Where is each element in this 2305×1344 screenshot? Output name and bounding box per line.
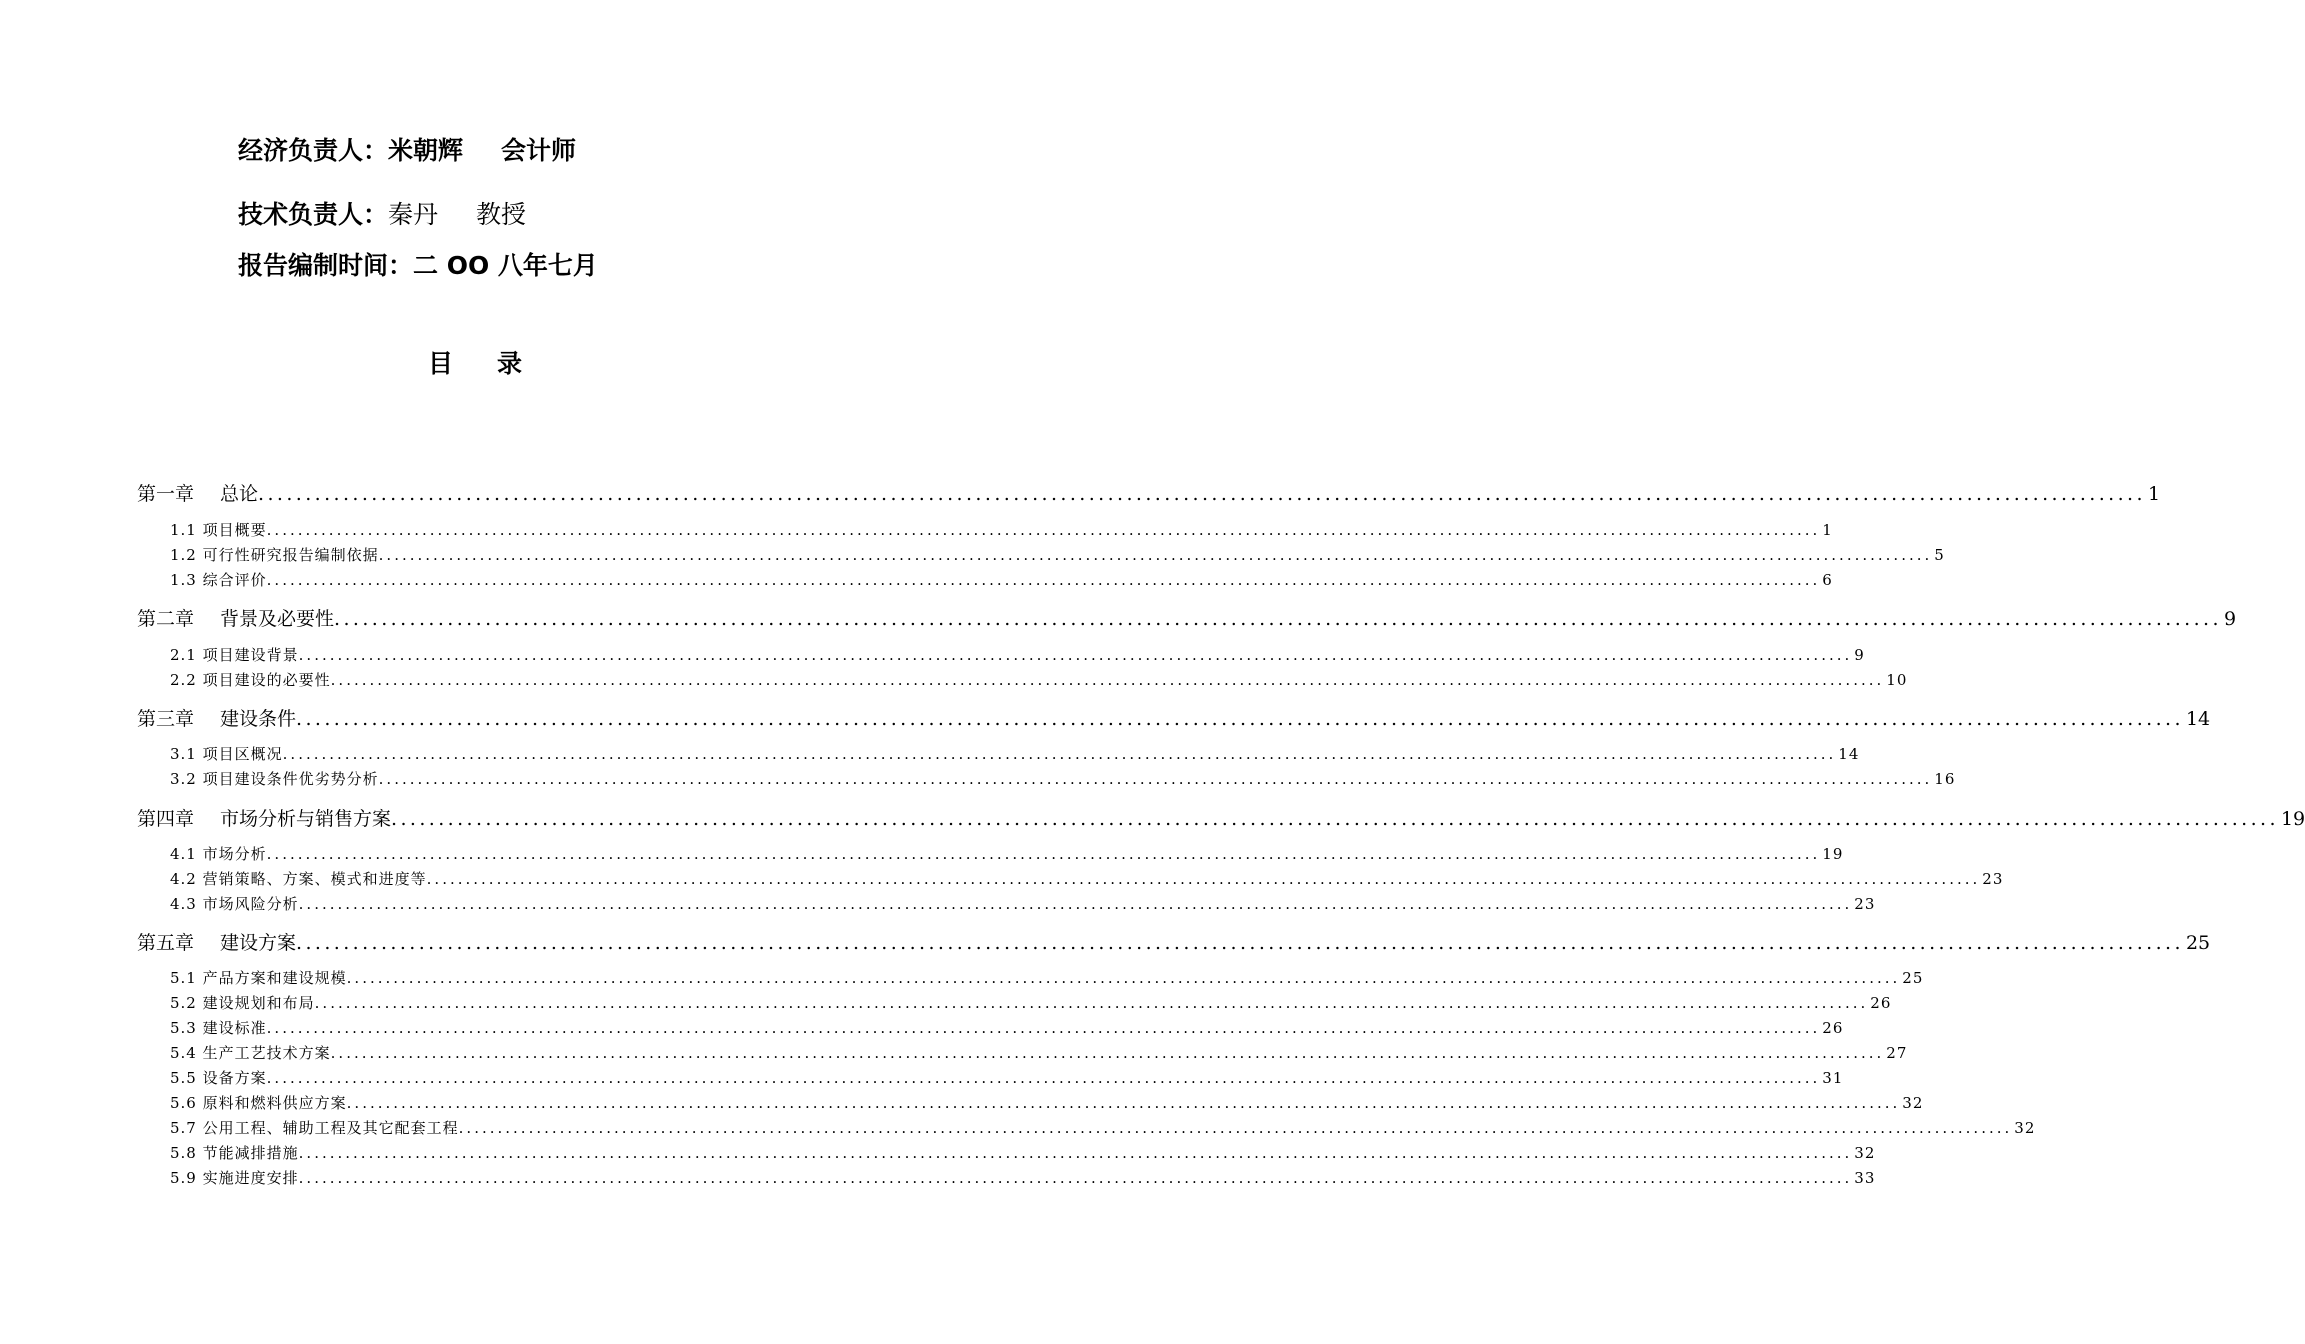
toc-chapter-row[interactable] (137, 606, 2237, 632)
toc-section-title: 项目建设背景 (202, 646, 299, 664)
toc-dot-leader: ........................................................................................................................................................................................................ (378, 770, 1933, 788)
toc-section-number: 4.1 (170, 845, 197, 863)
toc-entry-label (170, 519, 267, 541)
toc-section-number: 1.3 (170, 571, 197, 589)
toc-page-number: 16 (1934, 770, 1956, 788)
toc-section-title: 综合评价 (202, 571, 267, 589)
toc-section-number: 5.6 (170, 1094, 197, 1112)
toc-section-number: 5.2 (170, 994, 197, 1012)
toc-entry-label (170, 1017, 267, 1039)
toc-entry-label (170, 1042, 331, 1064)
toc-entry-label (170, 544, 379, 566)
toc-dot-leader: ........................................................................................................................................................................................................ (330, 1044, 1885, 1062)
toc-page-number: 27 (1886, 1044, 1908, 1062)
toc-dot-leader: ........................................................................................................................................................................................................ (458, 1119, 2013, 1137)
toc-section-row[interactable] (170, 893, 1876, 915)
toc-section-row[interactable] (170, 1117, 2036, 1139)
toc-page-number: 23 (1854, 895, 1876, 913)
toc-entry-label (170, 868, 427, 890)
toc-section-number: 5.1 (170, 969, 197, 987)
toc-section-row[interactable] (170, 1017, 1844, 1039)
toc-chapter-number: 第一章 (137, 483, 195, 505)
toc-section-number: 5.4 (170, 1044, 197, 1062)
toc-page-number: 14 (1838, 745, 1860, 763)
toc-title-part1: 目 (427, 349, 453, 378)
economic-responsible-name: 米朝辉 (388, 136, 464, 165)
toc-chapter-row[interactable] (137, 706, 2211, 732)
toc-entry-label (170, 569, 267, 591)
toc-entry-label (170, 1167, 299, 1189)
toc-dot-leader: ........................................................................................................................................................................................................ (282, 745, 1837, 763)
toc-section-number: 2.1 (170, 646, 197, 664)
toc-dot-leader: ........................................................................................................................................................................................................ (298, 895, 1853, 913)
toc-page-number: 25 (1902, 969, 1924, 987)
toc-chapter-row[interactable] (137, 930, 2211, 956)
toc-section-row[interactable] (170, 843, 1844, 865)
toc-section-title: 市场风险分析 (202, 895, 299, 913)
toc-section-title: 项目建设条件优劣势分析 (202, 770, 379, 788)
toc-section-number: 3.2 (170, 770, 197, 788)
toc-page-number: 32 (2014, 1119, 2036, 1137)
toc-dot-leader: ........................................................................................................................................................................................................ (266, 1019, 1821, 1037)
toc-entry-label (170, 1142, 299, 1164)
toc-section-title: 原料和燃料供应方案 (202, 1094, 347, 1112)
toc-section-title: 节能减排措施 (202, 1144, 299, 1162)
toc-page-number: 10 (1886, 671, 1908, 689)
toc-page-number: 1 (1822, 521, 1833, 539)
toc-section-title: 实施进度安排 (202, 1169, 299, 1187)
toc-entry-label (170, 992, 315, 1014)
toc-page-number: 26 (1822, 1019, 1844, 1037)
toc-section-number: 4.3 (170, 895, 197, 913)
toc-entry-label (137, 706, 296, 732)
toc-entry-label (137, 606, 334, 632)
technical-responsible-title: 教授 (476, 200, 527, 229)
toc-entry-label (137, 806, 391, 832)
toc-dot-leader: ........................................................................................................................................................................................................ (266, 571, 1821, 589)
toc-chapter-title: 背景及必要性 (220, 608, 335, 630)
toc-section-row[interactable] (170, 1167, 1876, 1189)
toc-section-number: 5.3 (170, 1019, 197, 1037)
toc-page-number: 6 (1822, 571, 1833, 589)
toc-dot-leader: ........................................................................................................................................................................................................ (426, 870, 1981, 888)
toc-page-number: 19 (1822, 845, 1844, 863)
toc-dot-leader: ........................................................................................................................................................................................................ (391, 808, 2279, 830)
toc-entry-label (170, 967, 347, 989)
toc-section-row[interactable] (170, 1092, 1924, 1114)
toc-dot-leader: ........................................................................................................................................................................................................ (266, 845, 1821, 863)
toc-page-number: 32 (1854, 1144, 1876, 1162)
toc-entry-label (170, 743, 283, 765)
economic-responsible-line (238, 136, 576, 166)
toc-section-row[interactable] (170, 519, 1833, 541)
toc-chapter-number: 第四章 (137, 808, 195, 830)
toc-entry-label (170, 893, 299, 915)
toc-chapter-number: 第三章 (137, 708, 195, 730)
toc-dot-leader: ........................................................................................................................................................................................................ (378, 546, 1933, 564)
toc-section-title: 项目区概况 (202, 745, 283, 763)
toc-section-title: 生产工艺技术方案 (202, 1044, 331, 1062)
toc-page-number: 9 (2223, 608, 2237, 630)
toc-chapter-title: 市场分析与销售方案 (220, 808, 392, 830)
toc-section-number: 3.1 (170, 745, 197, 763)
report-date-value: 二 OO 八年七月 (413, 251, 598, 280)
toc-page-number: 32 (1902, 1094, 1924, 1112)
economic-responsible-label: 经济负责人： (238, 136, 389, 165)
toc-section-title: 建设标准 (202, 1019, 267, 1037)
toc-page-number: 19 (2280, 808, 2305, 830)
toc-page-number: 9 (1854, 646, 1865, 664)
toc-section-title: 产品方案和建设规模 (202, 969, 347, 987)
toc-dot-leader: ........................................................................................................................................................................................................ (296, 932, 2184, 954)
toc-section-number: 5.7 (170, 1119, 197, 1137)
toc-chapter-title: 建设条件 (220, 708, 297, 730)
toc-dot-leader: ........................................................................................................................................................................................................ (330, 671, 1885, 689)
toc-section-row[interactable] (170, 544, 1945, 566)
toc-dot-leader: ........................................................................................................................................................................................................ (298, 646, 1853, 664)
toc-section-title: 公用工程、辅助工程及其它配套工程 (202, 1119, 459, 1137)
toc-section-title: 可行性研究报告编制依据 (202, 546, 379, 564)
toc-title (0, 348, 950, 380)
toc-section-title: 项目建设的必要性 (202, 671, 331, 689)
toc-entry-label (170, 1117, 459, 1139)
toc-section-title: 营销策略、方案、模式和进度等 (202, 870, 427, 888)
toc-entry-label (137, 930, 296, 956)
toc-page-number: 31 (1822, 1069, 1844, 1087)
economic-responsible-title: 会计师 (501, 136, 577, 165)
toc-section-number: 5.8 (170, 1144, 197, 1162)
toc-section-row[interactable] (170, 967, 1924, 989)
toc-title-part2: 录 (497, 349, 523, 378)
toc-section-row[interactable] (170, 992, 1892, 1014)
toc-section-number: 1.2 (170, 546, 197, 564)
technical-responsible-line (238, 200, 526, 230)
toc-section-row[interactable] (170, 1067, 1844, 1089)
toc-section-row[interactable] (170, 644, 1865, 666)
toc-dot-leader: ........................................................................................................................................................................................................ (298, 1169, 1853, 1187)
toc-chapter-title: 建设方案 (220, 932, 297, 954)
report-date-label: 报告编制时间： (238, 251, 414, 280)
toc-chapter-title: 总论 (220, 483, 259, 505)
toc-entry-label (137, 481, 258, 507)
toc-section-number: 1.1 (170, 521, 197, 539)
toc-section-number: 5.9 (170, 1169, 197, 1187)
toc-page-number: 5 (1934, 546, 1945, 564)
toc-dot-leader: ........................................................................................................................................................................................................ (346, 969, 1901, 987)
toc-page-number: 23 (1982, 870, 2004, 888)
toc-section-row[interactable] (170, 1042, 1908, 1064)
toc-dot-leader: ........................................................................................................................................................................................................ (314, 994, 1869, 1012)
toc-section-row[interactable] (170, 669, 1908, 691)
toc-entry-label (170, 669, 331, 691)
toc-section-number: 4.2 (170, 870, 197, 888)
toc-entry-label (170, 1067, 267, 1089)
toc-section-number: 5.5 (170, 1069, 197, 1087)
toc-section-title: 市场分析 (202, 845, 267, 863)
toc-section-row[interactable] (170, 768, 1956, 790)
toc-dot-leader: ........................................................................................................................................................................................................ (346, 1094, 1901, 1112)
toc-section-row[interactable] (170, 569, 1833, 591)
toc-dot-leader: ........................................................................................................................................................................................................ (298, 1144, 1853, 1162)
toc-section-row[interactable] (170, 868, 2004, 890)
toc-entry-label (170, 644, 299, 666)
toc-section-title: 项目概要 (202, 521, 267, 539)
toc-section-number: 2.2 (170, 671, 197, 689)
report-date-line (238, 251, 598, 281)
toc-chapter-number: 第二章 (137, 608, 195, 630)
technical-responsible-name: 秦丹 (388, 200, 439, 229)
toc-entry-label (170, 843, 267, 865)
toc-section-row[interactable] (170, 743, 1860, 765)
toc-chapter-number: 第五章 (137, 932, 195, 954)
toc-section-row[interactable] (170, 1142, 1876, 1164)
toc-page-number: 14 (2185, 708, 2211, 730)
toc-section-title: 建设规划和布局 (202, 994, 315, 1012)
technical-responsible-label: 技术负责人： (238, 200, 389, 229)
toc-dot-leader: ........................................................................................................................................................................................................ (334, 608, 2222, 630)
toc-section-title: 设备方案 (202, 1069, 267, 1087)
toc-page-number: 1 (2147, 483, 2161, 505)
toc-page-number: 33 (1854, 1169, 1876, 1187)
toc-dot-leader: ........................................................................................................................................................................................................ (266, 1069, 1821, 1087)
toc-dot-leader: ........................................................................................................................................................................................................ (258, 483, 2146, 505)
toc-dot-leader: ........................................................................................................................................................................................................ (296, 708, 2184, 730)
toc-entry-label (170, 1092, 347, 1114)
toc-chapter-row[interactable] (137, 806, 2305, 832)
toc-entry-label (170, 768, 379, 790)
toc-page-number: 25 (2185, 932, 2211, 954)
toc-chapter-row[interactable] (137, 481, 2161, 507)
toc-page-number: 26 (1870, 994, 1892, 1012)
toc-dot-leader: ........................................................................................................................................................................................................ (266, 521, 1821, 539)
